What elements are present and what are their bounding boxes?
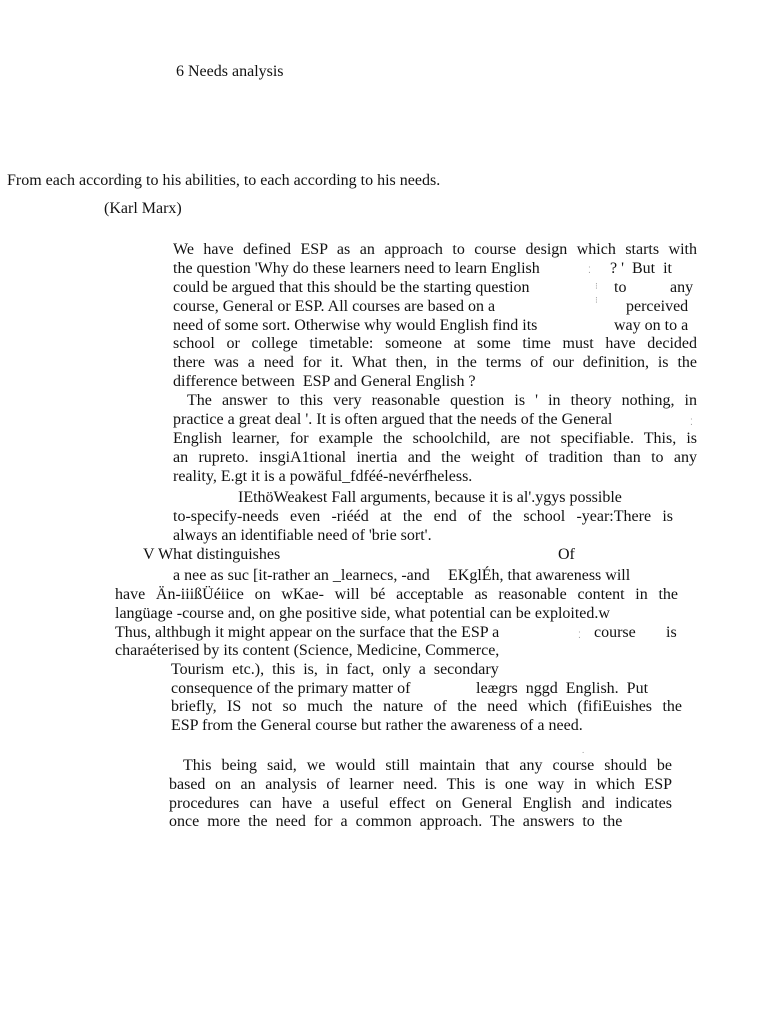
body-line: procedures can have a useful effect on General English and indicates: [169, 795, 672, 812]
epigraph-attribution: (Karl Marx): [104, 200, 182, 217]
epigraph-quote: From each according to his abilities, to each according to his needs.: [7, 172, 441, 189]
body-line: there was a need for it. What then, in the terms of our definition, is the: [173, 354, 697, 371]
body-line: reality, E.gt it is a powäful_fdféé-nevérfheless.: [173, 468, 473, 485]
body-line: always an identifiable need of 'brie sort'.: [173, 527, 432, 544]
body-line: have Än-iiißÜéiice on wKae- will bé acceptable as reasonable content in the: [115, 586, 678, 603]
body-line: The answer to this very reasonable question is ' in theory nothing, in: [187, 392, 697, 409]
body-line: V What distinguishes: [143, 546, 281, 563]
body-line: English learner, for example the schoolchild, are not specifiable. This, is: [173, 430, 697, 447]
body-line: charaéterised by its content (Science, Medicine, Commerce,: [115, 642, 500, 659]
chapter-heading: 6 Needs analysis: [176, 63, 284, 80]
body-line: We have defined ESP as an approach to course design which starts with: [173, 241, 697, 258]
body-line: perceived: [626, 298, 689, 315]
body-line: Thus, althbugh it might appear on the surface that the ESP a: [115, 624, 500, 641]
body-line: langüage -course and, on ghe positive side, what potential can be exploited.w: [115, 605, 610, 622]
scan-speck: ⁝: [595, 295, 598, 305]
body-line: practice a great deal '. It is often argued that the needs of the General: [173, 411, 613, 428]
body-line: once more the need for a common approach. The answers to the: [169, 813, 623, 830]
body-line: school or college timetable: someone at some time must have decided: [173, 335, 697, 352]
body-line: course, General or ESP. All courses are based on a: [173, 298, 496, 315]
body-line: based on an analysis of learner need. This is one way in which ESP: [169, 776, 672, 793]
body-line: Of: [558, 546, 575, 563]
scan-speck: ⁚: [588, 265, 591, 275]
body-line: consequence of the primary matter of: [171, 680, 411, 697]
body-line: to: [614, 279, 627, 296]
body-line: ESP from the General course but rather the awareness of a need.: [171, 717, 583, 734]
body-line: briefly, IS not so much the nature of the need which (fifiEuishes the: [171, 698, 682, 715]
body-line: difference between ESP and General English ?: [173, 373, 476, 390]
body-line: Tourism etc.), this is, in fact, only a secondary: [171, 661, 499, 678]
body-line: IEthöWeakest Fall arguments, because it is al'.ygys possible: [238, 489, 622, 506]
body-line: any: [670, 279, 694, 296]
body-line: EKglÉh, that awareness will: [448, 567, 631, 584]
body-line: to-specify-needs even -riééd at the end of the school -year:There is: [173, 508, 673, 525]
body-line: This being said, we would still maintain that any course should be: [183, 757, 672, 774]
scan-speck: ⁚: [690, 417, 693, 427]
scan-speck: ⁚: [578, 630, 581, 640]
body-line: course: [594, 624, 636, 641]
scan-speck: .: [582, 745, 585, 755]
body-line: could be argued that this should be the starting question: [173, 279, 530, 296]
body-line: an rupreto. insgiA1tional inertia and the weight of tradition than to any: [173, 449, 697, 466]
body-line: is: [666, 624, 677, 641]
scan-speck: ⁝: [595, 281, 598, 291]
body-line: leægrs nggd English. Put: [476, 680, 649, 697]
body-line: need of some sort. Otherwise why would English find its: [173, 317, 538, 334]
body-line: way on to a: [614, 317, 689, 334]
body-line: ? ' But it: [610, 260, 672, 277]
body-line: the question 'Why do these learners need to learn English: [173, 260, 540, 277]
body-line: a nee as suc [it-rather an _learnecs, -and: [173, 567, 430, 584]
